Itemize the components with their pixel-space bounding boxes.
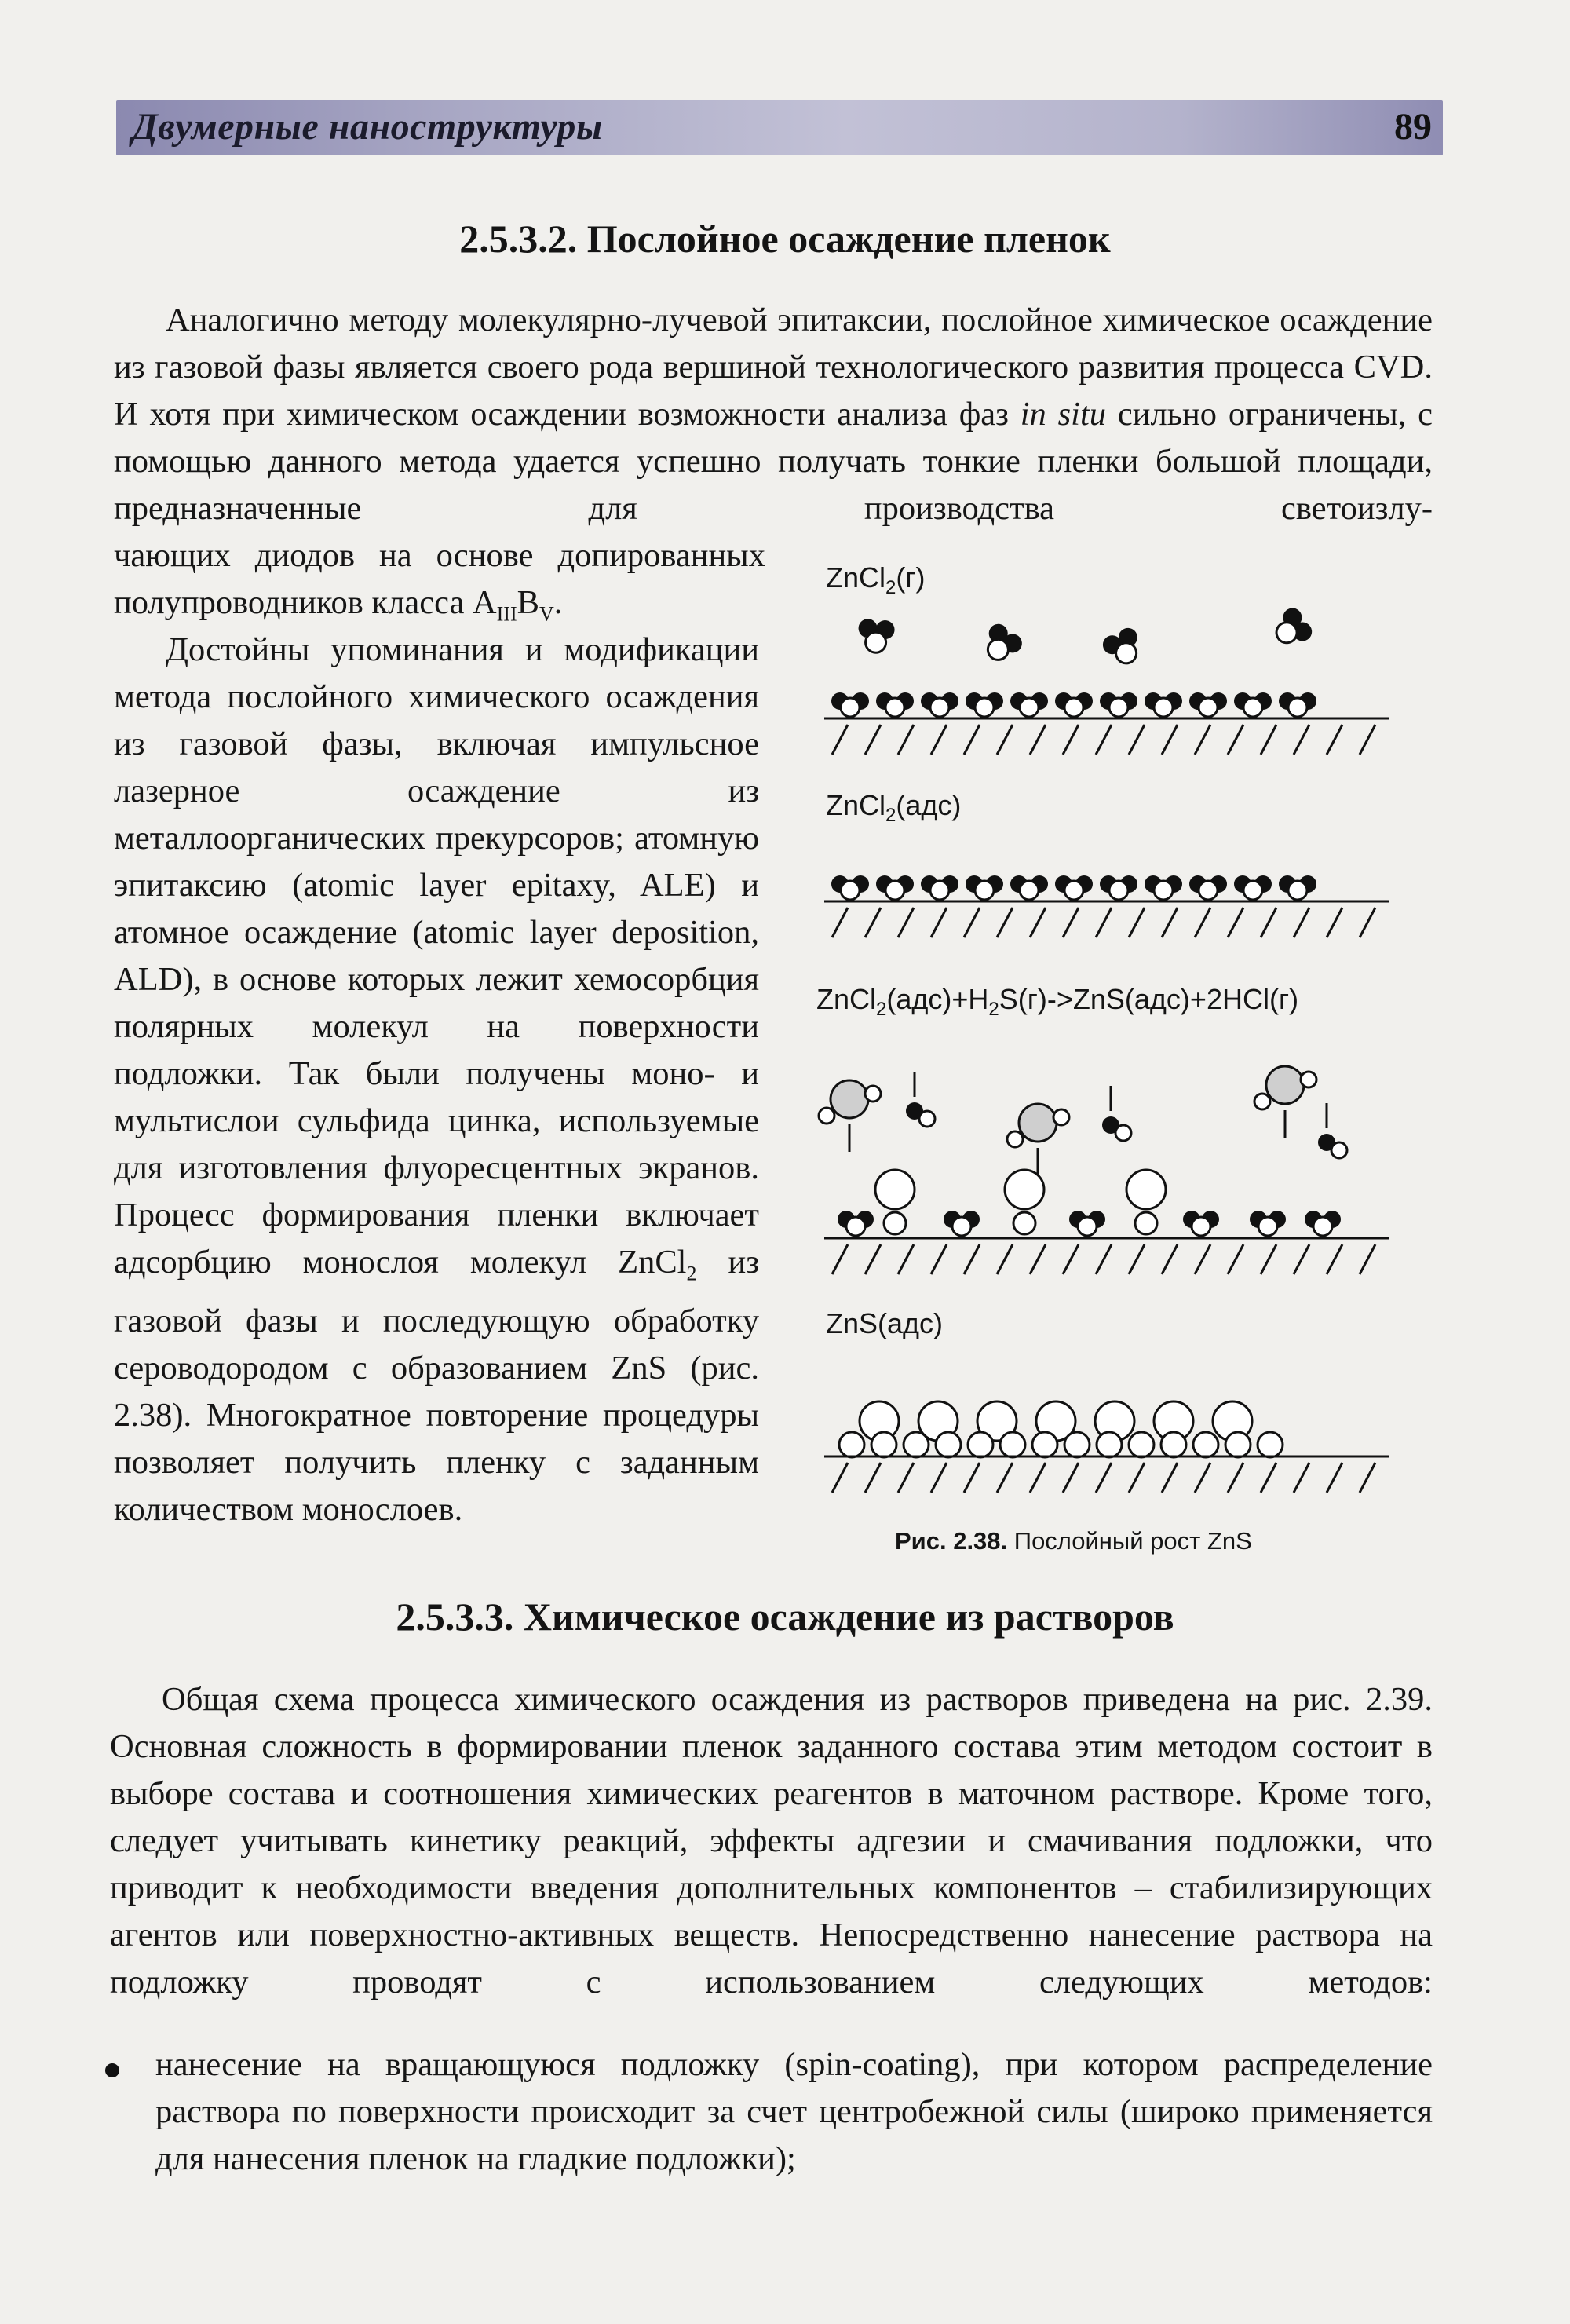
zncl2-adsorbed-zn xyxy=(1199,698,1218,717)
zncl2-adsorbed-zn xyxy=(841,698,860,717)
substrate-hatch xyxy=(1261,1463,1276,1493)
substrate-hatch xyxy=(1195,725,1210,755)
substrate-hatch xyxy=(832,1244,848,1274)
zns-zinc-atom xyxy=(1064,1432,1090,1457)
zns-zinc-atom xyxy=(1097,1432,1122,1457)
h2s-sulfur-atom xyxy=(831,1080,868,1118)
zns-zinc-atom xyxy=(839,1432,864,1457)
zncl2-adsorbed-zn xyxy=(1064,698,1083,717)
substrate-hatch xyxy=(832,1463,848,1493)
h2s-sulfur-atom xyxy=(1019,1104,1057,1142)
zinc-atom xyxy=(1078,1217,1097,1236)
substrate-hatch xyxy=(931,908,947,937)
substrate-hatch xyxy=(1327,725,1342,755)
substrate-hatch xyxy=(1294,1244,1309,1274)
substrate-hatch xyxy=(832,725,848,755)
bullet-dot xyxy=(105,2063,119,2077)
zncl2-monolayer-zn xyxy=(1199,881,1218,900)
substrate-hatch xyxy=(1360,725,1375,755)
substrate-hatch xyxy=(1294,908,1309,937)
zncl2-monolayer-zn xyxy=(841,881,860,900)
zncl2-gas-molecule xyxy=(855,616,896,655)
substrate-hatch xyxy=(1228,1244,1243,1274)
bullet-spin-coating: нанесение на вращающуюся подложку (spin-coating), при котором распределение раствора по поверхности происходит за счет центробежной силы (широко применяется для нанесения пленок на гладкие подложки); xyxy=(155,2046,1433,2177)
zncl2-monolayer-zn xyxy=(1109,881,1128,900)
zns-zinc-atom xyxy=(1032,1432,1057,1457)
label-reaction-equation: $ZnCl_2(адс)+H_2S(г)->ZnS(адс)+2HCl(г)$ xyxy=(816,983,1299,1021)
zncl2-monolayer-zn xyxy=(1154,881,1173,900)
figure-caption-text: Послойный рост ZnS xyxy=(1013,1527,1252,1555)
substrate-hatch xyxy=(964,1244,980,1274)
substrate-hatch xyxy=(1162,908,1178,937)
substrate-hatch xyxy=(898,1463,914,1493)
substrate-hatch xyxy=(1129,725,1145,755)
substrate-hatch xyxy=(1063,1244,1079,1274)
substrate-hatch xyxy=(1162,1244,1178,1274)
substrate-hatch xyxy=(832,908,848,937)
page-number: 89 xyxy=(1394,106,1432,148)
zncl2-adsorbed-zn xyxy=(1109,698,1128,717)
zncl2-monolayer-zn xyxy=(930,881,949,900)
zinc-atom xyxy=(1192,1217,1210,1236)
substrate-hatch xyxy=(1327,1244,1342,1274)
substrate-hatch xyxy=(1327,908,1342,937)
substrate-hatch xyxy=(1228,725,1243,755)
substrate-hatch xyxy=(931,1244,947,1274)
substrate-hatch xyxy=(1030,725,1046,755)
paragraph-solution-deposition: Общая схема процесса химического осаждения из растворов приведена на рис. 2.39. Основная сложность в формировании пленок заданного состава этим методом состоит в выборе состава и соотношения химических реагентов в маточном растворе. Кроме того, следует учитывать кинетику реакций, эффекты адгезии и смачивания подложки, что приводит к необходимости введения дополнительных компонентов – стабилизирующих агентов или поверхностно-активных веществ. Непосредственно нанесение раствора на подложку проводят с использованием следующих методов: xyxy=(110,1681,1433,2001)
substrate-hatch xyxy=(931,1463,947,1493)
substrate-hatch xyxy=(997,1244,1013,1274)
substrate-hatch xyxy=(1195,1463,1210,1493)
substrate-hatch xyxy=(898,908,914,937)
zncl2-monolayer-zn xyxy=(1020,881,1039,900)
substrate-hatch xyxy=(1195,908,1210,937)
zncl2-adsorbed-zn xyxy=(1154,698,1173,717)
substrate-hatch xyxy=(1063,725,1079,755)
paragraph-intro-tail: чающих диодов на основе допированных полупроводников класса $A_{III}B_V$. xyxy=(114,537,765,626)
zns-zinc-atom xyxy=(904,1432,929,1457)
substrate-hatch xyxy=(931,725,947,755)
zncl2-monolayer-zn xyxy=(885,881,904,900)
zncl2-monolayer-zn xyxy=(1243,881,1262,900)
figure-caption-number: Рис. 2.38. xyxy=(895,1527,1008,1555)
h2s-hydrogen-atom xyxy=(865,1086,881,1102)
hcl-hydrogen-atom xyxy=(1115,1125,1131,1141)
zinc-atom xyxy=(952,1217,971,1236)
substrate-hatch xyxy=(865,1244,881,1274)
substrate-hatch xyxy=(997,908,1013,937)
figure-2-38 xyxy=(809,561,1421,1566)
figure-caption xyxy=(895,1527,1429,1555)
substrate-hatch xyxy=(865,1463,881,1493)
hcl-hydrogen-atom xyxy=(1331,1142,1347,1158)
zns-zinc-atom xyxy=(1225,1432,1251,1457)
substrate-hatch xyxy=(1261,1244,1276,1274)
zinc-atom xyxy=(1258,1217,1277,1236)
zncl2-adsorbed-zn xyxy=(1288,698,1307,717)
substrate-hatch xyxy=(964,725,980,755)
zinc-atom xyxy=(1135,1212,1157,1234)
substrate-hatch xyxy=(1360,1244,1375,1274)
substrate-hatch xyxy=(1294,1463,1309,1493)
substrate-hatch xyxy=(997,725,1013,755)
layer-growth-diagram xyxy=(809,561,1421,1527)
zncl2-monolayer-zn xyxy=(1064,881,1083,900)
h2s-hydrogen-atom xyxy=(1301,1072,1316,1087)
substrate-hatch xyxy=(898,725,914,755)
sulfur-atom xyxy=(1005,1170,1044,1209)
hcl-hydrogen-atom xyxy=(919,1111,935,1127)
zns-zinc-atom xyxy=(1129,1432,1154,1457)
zncl2-adsorbed-zn xyxy=(930,698,949,717)
h2s-hydrogen-atom xyxy=(1053,1109,1069,1125)
zinc-atom xyxy=(846,1217,865,1236)
substrate-hatch xyxy=(1228,1463,1243,1493)
substrate-hatch xyxy=(1261,908,1276,937)
substrate-hatch xyxy=(1129,1244,1145,1274)
h2s-hydrogen-atom xyxy=(1007,1131,1023,1147)
substrate-hatch xyxy=(1360,1463,1375,1493)
running-header-title: Двумерные наноструктуры xyxy=(132,106,603,148)
substrate-hatch xyxy=(1228,908,1243,937)
substrate-hatch xyxy=(1261,725,1276,755)
substrate-hatch xyxy=(1162,1463,1178,1493)
label-zncl2-adsorbed: ZnCl$_2$(адс) xyxy=(826,789,962,827)
zns-zinc-atom xyxy=(936,1432,961,1457)
zncl2-gas-molecule xyxy=(1268,604,1315,652)
substrate-hatch xyxy=(1030,1244,1046,1274)
zns-zinc-atom xyxy=(1193,1432,1218,1457)
zns-zinc-atom xyxy=(1161,1432,1186,1457)
substrate-hatch xyxy=(964,1463,980,1493)
zns-zinc-atom xyxy=(968,1432,993,1457)
zncl2-gas-molecule xyxy=(977,619,1026,668)
zns-zinc-atom xyxy=(1000,1432,1025,1457)
zncl2-adsorbed-zn xyxy=(1020,698,1039,717)
substrate-hatch xyxy=(1129,908,1145,937)
sulfur-atom xyxy=(875,1170,915,1209)
zncl2-monolayer-zn xyxy=(975,881,994,900)
sulfur-atom xyxy=(1126,1170,1166,1209)
zncl2-adsorbed-zn xyxy=(975,698,994,717)
substrate-hatch xyxy=(1030,908,1046,937)
paragraph-intro: Аналогично методу молекулярно-лучевой эпитаксии, послойное химическое осаждение из газовой фазы является своего рода вершиной технологического развития процесса CVD. И хотя при химическом осаждении возможности анализа фаз in situ сильно ограничены, с помощью данного метода удается успешно получать тонкие пленки большой площади, предназначенные для производства светоизлу- xyxy=(114,301,1433,527)
h2s-hydrogen-atom xyxy=(819,1108,834,1124)
substrate-hatch xyxy=(1030,1463,1046,1493)
substrate-hatch xyxy=(1327,1463,1342,1493)
substrate-hatch xyxy=(1096,1244,1112,1274)
substrate-hatch xyxy=(865,908,881,937)
label-zns-adsorbed: ZnS(адс) xyxy=(826,1307,944,1339)
zns-zinc-atom xyxy=(1258,1432,1283,1457)
substrate-hatch xyxy=(1063,908,1079,937)
substrate-hatch xyxy=(865,725,881,755)
zncl2-adsorbed-zn xyxy=(1243,698,1262,717)
zinc-atom xyxy=(1013,1212,1035,1234)
zncl2-gas-molecule xyxy=(1100,625,1145,669)
substrate-hatch xyxy=(1360,908,1375,937)
h2s-sulfur-atom xyxy=(1266,1066,1304,1104)
zncl2-monolayer-zn xyxy=(1288,881,1307,900)
substrate-hatch xyxy=(1096,908,1112,937)
substrate-hatch xyxy=(964,908,980,937)
substrate-hatch xyxy=(898,1244,914,1274)
zncl2-adsorbed-zn xyxy=(885,698,904,717)
section-title-2-5-3-3: 2.5.3.3. Химическое осаждение из растворов xyxy=(396,1595,1174,1639)
substrate-hatch xyxy=(1096,725,1112,755)
section-title-2-5-3-2: 2.5.3.2. Послойное осаждение пленок xyxy=(459,217,1111,261)
label-zncl2-gas: ZnCl$_2$(г) xyxy=(826,561,926,599)
substrate-hatch xyxy=(1096,1463,1112,1493)
zinc-atom xyxy=(1313,1217,1332,1236)
zns-zinc-atom xyxy=(871,1432,896,1457)
substrate-hatch xyxy=(997,1463,1013,1493)
substrate-hatch xyxy=(1162,725,1178,755)
substrate-hatch xyxy=(1129,1463,1145,1493)
zinc-atom xyxy=(884,1212,906,1234)
substrate-hatch xyxy=(1063,1463,1079,1493)
h2s-hydrogen-atom xyxy=(1254,1094,1270,1109)
paragraph-modifications: Достойны упоминания и модификации метода послойного химического осаждения из газовой фазы, включая импульсное лазерное осаждение из металлоорганических прекурсоров; атомную эпитаксию (atomic layer epitaxy, ALE) и атомное осаждение (atomic layer deposition, ALD), в основе которых лежит хемосорбция полярных молекул на поверхности подложки. Так были получены моно- и мультислои сульфида цинка, используемые для изготовления флуоресцентных экранов. Процесс формирования пленки включает адсорбцию монослоя молекул ZnCl$_2$ из газовой фазы и последующую обработку сероводородом с образованием ZnS (рис. 2.38). Многократное повторение процедуры позволяет получить пленку с заданным количеством монослоев. xyxy=(114,631,759,1528)
substrate-hatch xyxy=(1195,1244,1210,1274)
substrate-hatch xyxy=(1294,725,1309,755)
running-header xyxy=(116,100,1443,155)
